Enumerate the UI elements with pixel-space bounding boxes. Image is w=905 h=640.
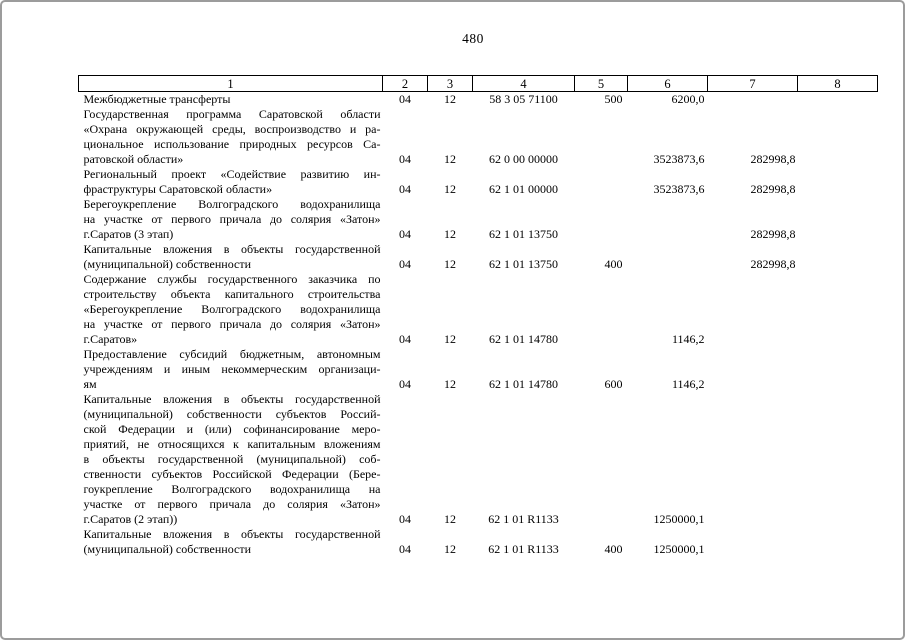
item-name-line: (муниципальной) собственности субъектов Россий-	[83, 407, 381, 421]
item-name-line: ратовской области»	[83, 152, 184, 166]
value-cell	[798, 167, 878, 197]
value-cell: 282998,8	[750, 227, 796, 241]
item-name-line: Капитальные вложения в объекты государственной	[83, 392, 381, 406]
item-name-cell	[79, 242, 383, 272]
item-name-line: Капитальные вложения в объекты государственной	[83, 242, 381, 256]
item-name-line: «Берегоукрепление Волгоградского водохранилища	[83, 302, 381, 316]
column-header: 2	[383, 76, 428, 92]
value-cell	[575, 197, 628, 242]
item-name-line: ственности субъектов Российской Федерации (Бере-	[83, 467, 381, 481]
value-cell: 282998,8	[750, 152, 796, 166]
item-name-line: гоукрепление Волгоградского водохранилища на	[83, 482, 381, 496]
value-cell: 12	[444, 377, 456, 391]
value-cell: 12	[444, 512, 456, 526]
item-name-line: Предоставление субсидий бюджетным, автономным	[83, 347, 381, 361]
value-cell: 04	[399, 152, 411, 166]
column-header: 3	[428, 76, 473, 92]
value-cell: 04	[399, 92, 411, 106]
value-cell: 1146,2	[671, 377, 705, 391]
value-cell: 3523873,6	[653, 152, 705, 166]
value-cell: 3523873,6	[653, 182, 705, 196]
value-cell: 400	[604, 257, 623, 271]
item-name-line: ям	[83, 377, 97, 391]
item-name-line: Межбюджетные трансферты	[83, 92, 231, 106]
value-cell: 62 1 01 13750	[489, 227, 558, 241]
table-row	[79, 347, 878, 392]
value-cell	[708, 392, 798, 527]
item-name-line: на участке от первого причала до солярия «Затон»	[83, 317, 381, 331]
value-cell: 400	[604, 542, 623, 556]
value-cell: 62 1 01 14780	[489, 377, 558, 391]
item-name-cell	[79, 272, 383, 347]
value-cell: 04	[399, 257, 411, 271]
value-cell	[575, 167, 628, 197]
value-cell	[708, 92, 798, 108]
table-row	[79, 242, 878, 272]
column-header: 5	[575, 76, 628, 92]
value-cell: 12	[444, 257, 456, 271]
value-cell: 12	[444, 227, 456, 241]
column-header: 1	[79, 76, 383, 92]
item-name-line: Региональный проект «Содействие развитию ин-	[83, 167, 381, 181]
value-cell: 04	[399, 227, 411, 241]
column-header: 7	[708, 76, 798, 92]
item-name-cell	[79, 527, 383, 557]
column-header: 4	[473, 76, 575, 92]
value-cell: 12	[444, 182, 456, 196]
value-cell: 12	[444, 332, 456, 346]
value-cell	[628, 197, 708, 242]
item-name-line: (муниципальной) собственности	[83, 542, 251, 556]
item-name-line: в объекты государственной (муниципальной) соб-	[83, 452, 381, 466]
item-name-line: фраструктуры Саратовской области»	[83, 182, 273, 196]
item-name-line: учреждениям и иным некоммерческим организаци-	[83, 362, 381, 376]
value-cell: 04	[399, 377, 411, 391]
item-name-line: г.Саратов (2 этап))	[83, 512, 178, 526]
table-row	[79, 92, 878, 108]
value-cell	[798, 197, 878, 242]
value-cell: 04	[399, 542, 411, 556]
value-cell: 58 3 05 71100	[489, 92, 558, 106]
item-name-cell	[79, 347, 383, 392]
item-name-line: г.Саратов (3 этап)	[83, 227, 174, 241]
value-cell	[798, 107, 878, 167]
item-name-line: циональное использование природных ресурсов Са-	[83, 137, 381, 151]
table-row	[79, 107, 878, 167]
item-name-cell	[79, 197, 383, 242]
item-name-line: (муниципальной) собственности	[83, 257, 251, 271]
item-name-line: «Охрана окружающей среды, воспроизводство и ра-	[83, 122, 381, 136]
value-cell	[798, 392, 878, 527]
value-cell	[798, 272, 878, 347]
value-cell: 62 1 01 14780	[489, 332, 558, 346]
value-cell: 12	[444, 542, 456, 556]
item-name-line: участке от первого причала до солярия «Затон»	[83, 497, 381, 511]
value-cell: 62 1 01 00000	[489, 182, 558, 196]
item-name-line: Содержание службы государственного заказчика по	[83, 272, 381, 286]
value-cell	[798, 527, 878, 557]
value-cell: 12	[444, 92, 456, 106]
item-name-line: Берегоукрепление Волгоградского водохранилища	[83, 197, 381, 211]
value-cell: 282998,8	[750, 257, 796, 271]
table-row	[79, 392, 878, 527]
value-cell	[628, 242, 708, 272]
table-row	[79, 527, 878, 557]
value-cell	[798, 242, 878, 272]
item-name-line: строительству объекта капитального строительства	[83, 287, 381, 301]
item-name-line: Капитальные вложения в объекты государственной	[83, 527, 381, 541]
value-cell	[575, 272, 628, 347]
value-cell: 62 1 01 R1133	[488, 512, 559, 526]
item-name-cell	[79, 107, 383, 167]
page-number: 480	[462, 31, 484, 46]
table-row	[79, 272, 878, 347]
item-name-line: ской Федерации и (или) софинансирование меро-	[83, 422, 381, 436]
value-cell: 62 1 01 R1133	[488, 542, 559, 556]
value-cell	[575, 392, 628, 527]
value-cell: 1250000,1	[653, 542, 705, 556]
item-name-line: на участке от первого причала до солярия «Затон»	[83, 212, 381, 226]
value-cell	[798, 92, 878, 108]
value-cell	[708, 347, 798, 392]
budget-table	[78, 75, 878, 557]
value-cell	[798, 347, 878, 392]
item-name-line: Государственная программа Саратовской области	[83, 107, 381, 121]
value-cell: 1250000,1	[653, 512, 705, 526]
value-cell: 04	[399, 332, 411, 346]
item-name-cell	[79, 392, 383, 527]
value-cell: 282998,8	[750, 182, 796, 196]
value-cell	[708, 272, 798, 347]
value-cell: 500	[604, 92, 623, 106]
table-header-row	[79, 76, 878, 92]
value-cell	[575, 107, 628, 167]
value-cell: 600	[604, 377, 623, 391]
column-header: 6	[628, 76, 708, 92]
item-name-cell	[79, 167, 383, 197]
value-cell: 62 0 00 00000	[489, 152, 558, 166]
table-row	[79, 167, 878, 197]
column-header: 8	[798, 76, 878, 92]
value-cell: 6200,0	[671, 92, 705, 106]
item-name-line: приятий, не относящихся к капитальным вложениям	[83, 437, 381, 451]
item-name-cell	[79, 92, 383, 108]
value-cell: 04	[399, 182, 411, 196]
value-cell: 12	[444, 152, 456, 166]
value-cell: 04	[399, 512, 411, 526]
value-cell: 62 1 01 13750	[489, 257, 558, 271]
item-name-line: г.Саратов»	[83, 332, 138, 346]
table-row	[79, 197, 878, 242]
value-cell	[708, 527, 798, 557]
table-body	[79, 92, 878, 558]
value-cell: 1146,2	[671, 332, 705, 346]
